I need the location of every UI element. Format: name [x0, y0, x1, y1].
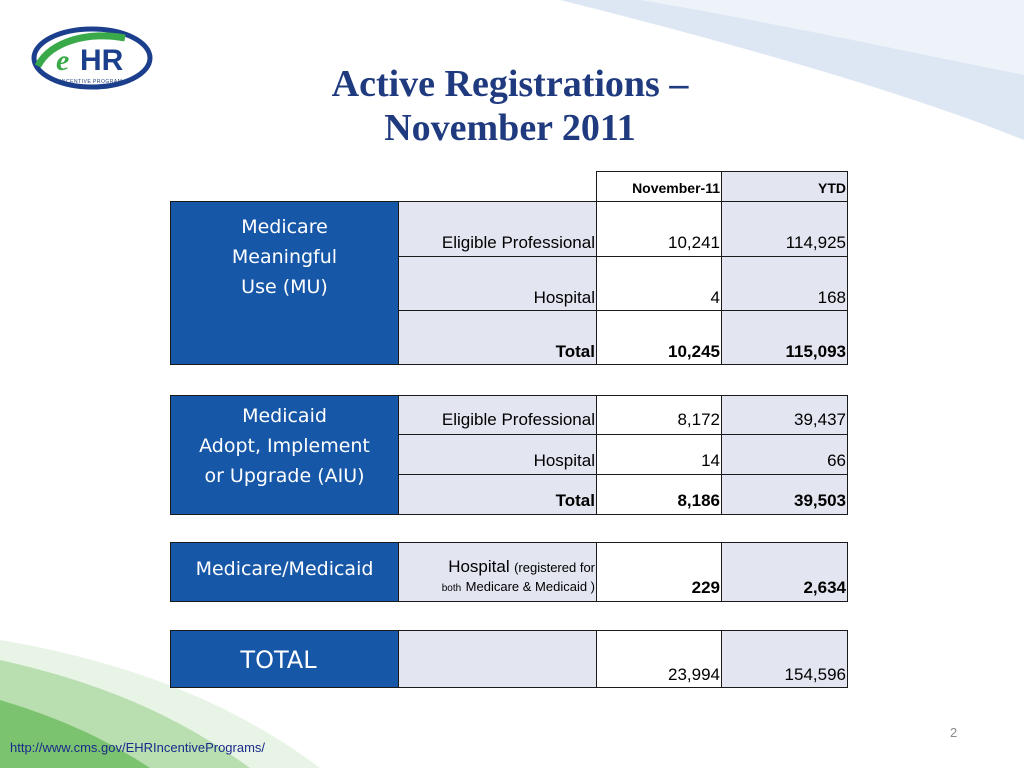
- mu-hosp-nov: 4: [596, 256, 722, 311]
- mu-total-nov: 10,245: [596, 310, 722, 365]
- slide-title: [200, 62, 820, 150]
- dual-type: Hospital (registered for both Medicare & Medicaid ): [398, 542, 597, 602]
- aiu-hosp-ytd: 66: [721, 434, 848, 475]
- medicare-mu-label: Medicare Meaningful Use (MU): [231, 216, 338, 298]
- mu-ep-nov: 10,241: [596, 201, 722, 257]
- dual-ytd: 2,634: [721, 542, 848, 602]
- title-line-2: November 2011: [384, 107, 636, 149]
- aiu-total-ytd: 39,503: [721, 474, 848, 515]
- aiu-total-nov: 8,186: [596, 474, 722, 515]
- dual-label: Medicare/Medicaid: [195, 558, 374, 580]
- aiu-ep-nov: 8,172: [596, 395, 722, 435]
- page-number: 2: [950, 725, 958, 740]
- aiu-hosp-nov: 14: [596, 434, 722, 475]
- mu-hosp-ytd: 168: [721, 256, 848, 311]
- grand-total-nov: 23,994: [596, 630, 722, 688]
- svg-text:e: e: [56, 44, 70, 77]
- grand-total-label: TOTAL: [240, 646, 317, 674]
- mu-total-type: Total: [398, 310, 597, 365]
- medicaid-aiu-label: Medicaid Adopt, Implement or Upgrade (AIU): [199, 405, 370, 487]
- header-ytd: YTD: [721, 171, 848, 202]
- dual-nov: 229: [596, 542, 722, 602]
- svg-text:HR: HR: [80, 44, 124, 77]
- mu-total-ytd: 115,093: [721, 310, 848, 365]
- aiu-total-type: Total: [398, 474, 597, 515]
- logo-subtitle: INCENTIVE PROGRAM: [60, 79, 123, 85]
- grand-total-type: [398, 630, 597, 688]
- aiu-ep-ytd: 39,437: [721, 395, 848, 435]
- ehr-logo: [30, 26, 160, 104]
- aiu-ep-type: Eligible Professional: [398, 395, 597, 435]
- mu-ep-type: Eligible Professional: [398, 201, 597, 257]
- mu-hosp-type: Hospital: [398, 256, 597, 311]
- header-november: November-11: [596, 171, 722, 202]
- mu-ep-ytd: 114,925: [721, 201, 848, 257]
- footer-url[interactable]: http://www.cms.gov/EHRIncentivePrograms/: [10, 740, 266, 755]
- title-line-1: Active Registrations –: [331, 63, 689, 105]
- aiu-hosp-type: Hospital: [398, 434, 597, 475]
- grand-total-ytd: 154,596: [721, 630, 848, 688]
